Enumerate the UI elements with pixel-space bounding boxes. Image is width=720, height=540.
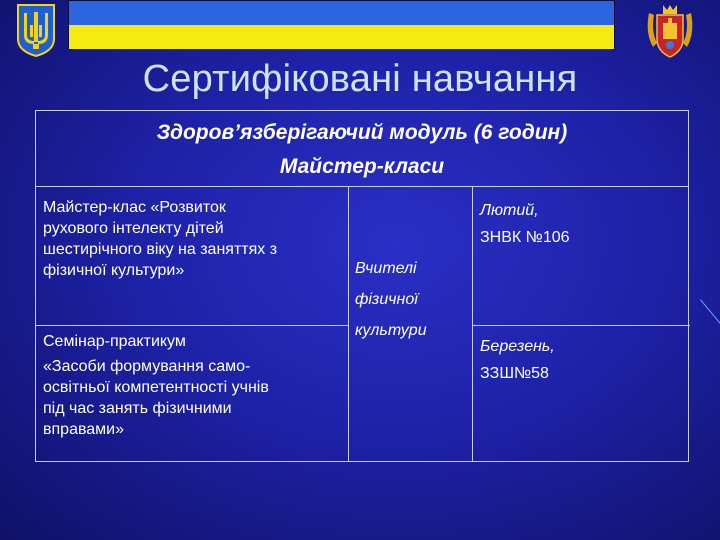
row-divider-left [36,325,348,326]
event-line: під час занять фізичними [43,400,232,417]
place-line: ЗЗШ№58 [480,365,549,382]
participants-line: Вчителі [355,260,417,277]
slide-title: Сертифіковані навчання [142,58,578,100]
decorative-line [700,299,720,346]
ukraine-trident-icon [16,3,56,58]
event-line: вправами» [43,421,125,438]
place-line: ЗНВК №106 [480,229,570,246]
table-row-1-date-place [480,197,570,251]
city-coat-of-arms-icon [645,3,695,61]
event-line: «Засоби формування само- [43,358,251,375]
event-line: шестирічного віку на заняттях з [43,241,278,258]
training-table [35,110,689,462]
table-header [36,111,688,187]
participants-cell [355,253,427,346]
row-divider-right [472,325,690,326]
participants-line: культури [355,322,427,339]
date-line: Лютий, [480,202,539,219]
table-row-2-event [43,331,269,440]
table-row-1-event [43,197,277,281]
event-line: фізичної культури» [43,262,185,279]
column-divider-2 [472,187,473,461]
ukraine-flag [68,0,615,48]
flag-blue-stripe [69,1,614,25]
table-header-type: Майстер-класи [279,155,445,178]
participants-line: фізичної [355,291,418,308]
table-row-2-date-place [480,333,555,387]
event-line: Майстер-клас «Розвиток [43,199,226,216]
date-line: Березень, [480,338,555,355]
table-header-module: Здоров’язберігаючий модуль (6 годин) [156,121,568,144]
event-line: рухового інтелекту дітей [43,220,224,237]
column-divider-1 [348,187,349,461]
event-line: Семінар-практикум [43,333,186,350]
event-line: освітньої компетентності учнів [43,379,269,396]
flag-yellow-stripe [69,25,614,49]
